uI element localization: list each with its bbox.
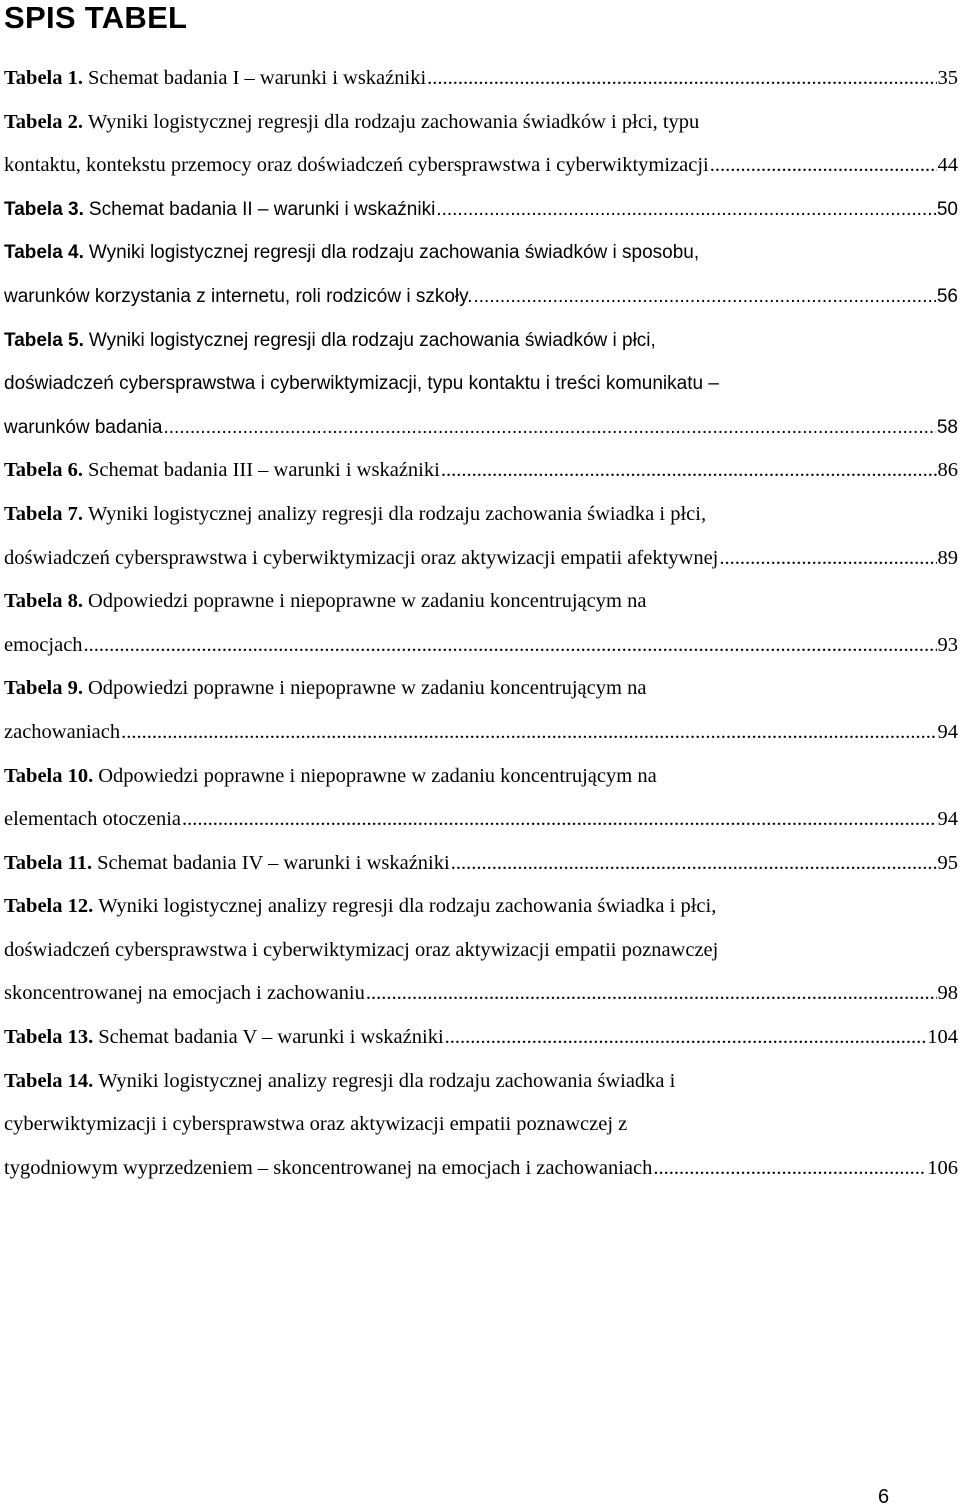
toc-entry-title: elementach otoczenia	[4, 808, 181, 831]
toc-entry[interactable]	[4, 57, 958, 101]
toc-entry-line	[4, 755, 958, 799]
toc-entry-title: zachowaniach	[4, 720, 121, 743]
toc-dot-leader	[427, 57, 936, 101]
toc-dot-leader	[436, 188, 936, 232]
toc-entry-title: Schemat badania IV – warunki i wskaźniki	[97, 851, 450, 874]
toc-entry-title: Schemat badania II – warunki i wskaźniki	[88, 198, 436, 220]
toc-entry-page: 93	[937, 633, 958, 656]
toc-entry-label: Tabela 14.	[4, 1069, 94, 1092]
toc-entry-label: Tabela 4.	[4, 242, 84, 264]
toc-entry-label: Tabela 1.	[4, 67, 83, 89]
toc-entry-line	[4, 275, 958, 319]
toc-entry-title: tygodniowym wyprzedzeniem – skoncentrowanej na emocjach i zachowaniach	[4, 1156, 653, 1179]
toc-entry[interactable]	[4, 842, 958, 886]
toc-entry-line	[4, 449, 958, 493]
toc-entry[interactable]	[4, 188, 958, 232]
toc-entry-line	[4, 885, 958, 929]
toc-entry-page: 106	[927, 1156, 958, 1179]
toc-dot-leader	[451, 842, 937, 886]
toc-dot-leader	[366, 972, 937, 1016]
toc-entry-title: Wyniki logistycznej analizy regresji dla rodzaju zachowania świadka i płci,	[88, 502, 707, 525]
toc-entry-line	[4, 667, 958, 711]
toc-entry-label: Tabela 3.	[4, 198, 84, 220]
toc-entry-title: skoncentrowanej na emocjach i zachowaniu	[4, 982, 365, 1005]
toc-entry-label: Tabela 5.	[4, 329, 84, 351]
toc-entry[interactable]	[4, 1016, 958, 1060]
toc-dot-leader	[163, 406, 935, 450]
toc-entry[interactable]	[4, 667, 958, 754]
toc-entry[interactable]	[4, 885, 958, 1016]
toc-entry-title: Odpowiedzi poprawne i niepoprawne w zadaniu koncentrującym na	[88, 677, 647, 700]
toc-entry-page: 58	[936, 416, 958, 438]
toc-entry[interactable]	[4, 755, 958, 842]
toc-entry-title: doświadczeń cybersprawstwa i cyberwiktymizacji, typu kontaktu i treści komunikatu –	[4, 373, 719, 395]
toc-entry-label: Tabela 6.	[4, 459, 83, 482]
toc-entry-title: Odpowiedzi poprawne i niepoprawne w zadaniu koncentrującym na	[88, 590, 647, 613]
toc-entry-page: 35	[937, 67, 958, 89]
toc-entry-label: Tabela 10.	[4, 764, 94, 787]
toc-dot-leader	[653, 1147, 926, 1191]
toc-entry-page: 94	[937, 808, 958, 831]
toc-dot-leader	[445, 1016, 927, 1060]
toc-dot-leader	[84, 624, 937, 668]
toc-entry-title: Schemat badania I – warunki i wskaźniki	[88, 67, 427, 89]
toc-entry-line	[4, 842, 958, 886]
toc-entry-title: kontaktu, kontekstu przemocy oraz doświadczeń cybersprawstwa i cyberwiktymizacji	[4, 154, 709, 177]
toc-entry-line	[4, 929, 958, 973]
toc-entry-title: cyberwiktymizacji i cybersprawstwa oraz aktywizacji empatii poznawczej z	[4, 1113, 628, 1136]
toc-dot-leader	[710, 144, 937, 188]
toc-entry-line	[4, 711, 958, 755]
toc-entry-page: 56	[936, 285, 958, 307]
toc-entry-page: 86	[937, 459, 958, 482]
toc-entry-title: doświadczeń cybersprawstwa i cyberwiktymizacj oraz aktywizacji empatii poznawczej	[4, 938, 719, 961]
toc-dot-leader	[719, 537, 936, 581]
toc-entry-line	[4, 362, 958, 406]
toc-entry-title: doświadczeń cybersprawstwa i cyberwiktymizacji oraz aktywizacji empatii afektywnej	[4, 546, 719, 569]
toc-entry-label: Tabela 13.	[4, 1026, 94, 1049]
toc-entry-title: warunków badania	[4, 416, 163, 438]
toc-entry-page: 98	[937, 982, 958, 1005]
toc-entry-page: 44	[937, 154, 958, 177]
toc-entry-title: Wyniki logistycznej regresji dla rodzaju zachowania świadków i sposobu,	[88, 242, 700, 264]
toc-entry[interactable]	[4, 231, 958, 318]
toc-entry-title: Schemat badania III – warunki i wskaźniki	[88, 459, 440, 482]
toc-dot-leader	[121, 711, 936, 755]
toc-entry-page: 104	[927, 1026, 958, 1049]
toc-entry-title: emocjach	[4, 633, 83, 656]
toc-entry-page: 95	[937, 851, 958, 874]
toc-entry-line	[4, 1103, 958, 1147]
toc-entry-label: Tabela 2.	[4, 110, 83, 133]
toc-entry-label: Tabela 7.	[4, 502, 83, 525]
toc-dot-leader	[441, 449, 937, 493]
toc-entry-label: Tabela 8.	[4, 590, 83, 613]
toc-entry[interactable]	[4, 493, 958, 580]
toc-entry-line	[4, 406, 958, 450]
toc-entry-title: Wyniki logistycznej analizy regresji dla rodzaju zachowania świadka i	[98, 1069, 676, 1092]
toc-entry-line	[4, 1060, 958, 1104]
toc-entry-label: Tabela 9.	[4, 677, 83, 700]
toc-dot-leader	[474, 275, 936, 319]
toc-entry-line	[4, 188, 958, 232]
toc-entry-title: Odpowiedzi poprawne i niepoprawne w zadaniu koncentrującym na	[98, 764, 657, 787]
toc-entry-line	[4, 537, 958, 581]
toc-entry-title: Wyniki logistycznej regresji dla rodzaju zachowania świadków i płci, typu	[88, 110, 700, 133]
toc-entry-line	[4, 798, 958, 842]
toc-entry-line	[4, 1016, 958, 1060]
toc-entry-label: Tabela 12.	[4, 895, 94, 918]
toc-entry-page: 94	[937, 720, 958, 743]
toc-entry-title: Wyniki logistycznej regresji dla rodzaju zachowania świadków i płci,	[88, 329, 656, 351]
toc-entry-page: 50	[936, 198, 958, 220]
toc-entry-label: Tabela 11.	[4, 851, 93, 874]
toc-entry-line	[4, 144, 958, 188]
table-of-contents	[4, 57, 958, 1190]
toc-entry-line	[4, 493, 958, 537]
toc-entry-line	[4, 972, 958, 1016]
toc-entry[interactable]	[4, 319, 958, 450]
toc-entry[interactable]	[4, 580, 958, 667]
toc-entry-line	[4, 1147, 958, 1191]
toc-entry[interactable]	[4, 449, 958, 493]
toc-entry-line	[4, 101, 958, 145]
toc-entry-line	[4, 319, 958, 363]
toc-entry[interactable]	[4, 1060, 958, 1191]
page-number: 6	[878, 1486, 890, 1508]
toc-entry-title: Schemat badania V – warunki i wskaźniki	[98, 1026, 444, 1049]
toc-entry-line	[4, 580, 958, 624]
page-title: SPIS TABEL	[4, 0, 188, 35]
toc-entry-title: Wyniki logistycznej analizy regresji dla rodzaju zachowania świadka i płci,	[98, 895, 717, 918]
toc-entry-title: warunków korzystania z internetu, roli rodziców i szkoły.	[4, 285, 473, 307]
toc-entry-line	[4, 624, 958, 668]
toc-entry[interactable]	[4, 101, 958, 188]
toc-dot-leader	[182, 798, 937, 842]
toc-entry-line	[4, 231, 958, 275]
toc-entry-line	[4, 57, 958, 101]
toc-entry-page: 89	[937, 546, 958, 569]
